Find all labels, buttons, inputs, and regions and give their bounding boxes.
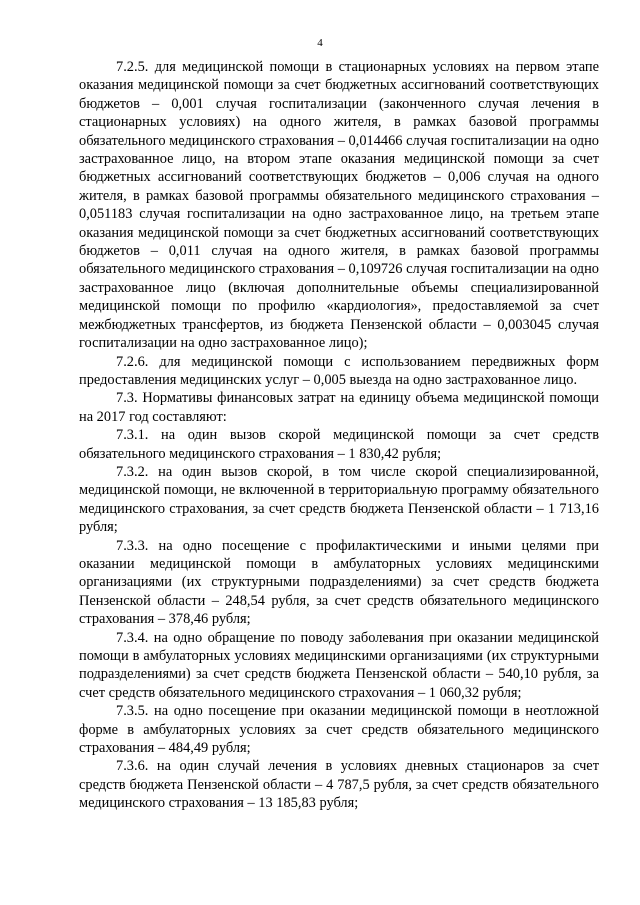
paragraph-7-2-5: 7.2.5. для медицинской помощи в стационарных условиях на первом этапе оказания медицинской помощи за счет бюджетных ассигнований соответствующих бюджетов – 0,001 случая госпитализации (законченного случая лечения в стационарных условиях) на одного жителя, в рамках базовой программы обязательного медицинского страхования – 0,014466 случая госпитализации на одно застрахованное лицо, на втором этапе оказания медицинской помощи за счет бюджетных ассигнований соответствующих бюджетов – 0,006 случая на одного жителя, в рамках базовой программы обязательного медицинского страхования – 0,051183 случая госпитализации на одно застрахованное лицо, на третьем этапе оказания медицинской помощи за счет бюджетных ассигнований соответствующих бюджетов – 0,011 случая на одного жителя, в рамках базовой программы обязательного медицинского страхования – 0,109726 случая госпитализации на одно застрахованное лицо (включая дополнительные объемы специализированной медицинской помощи по профилю «кардиология», предоставляемой за счет межбюджетных трансфертов, из бюджета Пензенской области – 0,003045 случая госпитализации на одно застрахованное лицо); [79,59,599,352]
paragraph-7-3: 7.3. Нормативы финансовых затрат на единицу объема медицинской помощи на 2017 год составляют: [79,390,599,425]
paragraph-7-3-2: 7.3.2. на один вызов скорой, в том числе скорой специализированной, медицинской помощи, не включенной в территориальную программу обязательного медицинского страхования, за счет средств бюджета Пензенской области – 1 713,16 рубля; [79,463,599,536]
page-number: 4 [317,37,323,49]
paragraph-7-3-1: 7.3.1. на один вызов скорой медицинской помощи за счет средств обязательного медицинского страхования – 1 830,42 рубля; [79,427,599,462]
paragraph-7-2-6: 7.2.6. для медицинской помощи с использованием передвижных форм предоставления медицинских услуг – 0,005 выезда на одно застрахованное лицо. [79,353,599,388]
paragraph-7-3-4: 7.3.4. на одно обращение по поводу заболевания при оказании медицинской помощи в амбулаторных условиях медицинскими организациями (их структурными подразделениями) за счет средств бюджета Пензенской области – 540,10 рубля, за счет средств обязательного медицинского страхоvания – 1 060,32 рубля; [79,629,599,701]
document-text-body [79,58,599,813]
paragraph-7-3-5: 7.3.5. на одно посещение при оказании медицинской помощи в неотложной форме в амбулаторных условиях за счет средств обязательного медицинского страхования – 484,49 рубля; [79,703,599,757]
paragraph-7-3-3: 7.3.3. на одно посещение с профилактическими и иными целями при оказании медицинской помощи в амбулаторных условиях медицинскими организациями (их структурными подразделениями) за счет средств бюджета Пензенской области – 248,54 рубля, за счет средств обязательного медицинского страхования – 378,46 рубля; [79,537,599,628]
paragraph-7-3-6: 7.3.6. на один случай лечения в условиях дневных стационаров за счет средств бюджета Пензенской области – 4 787,5 рубля, за счет средств обязательного медицинского страхования – 13 185,83 рубля; [79,758,599,812]
